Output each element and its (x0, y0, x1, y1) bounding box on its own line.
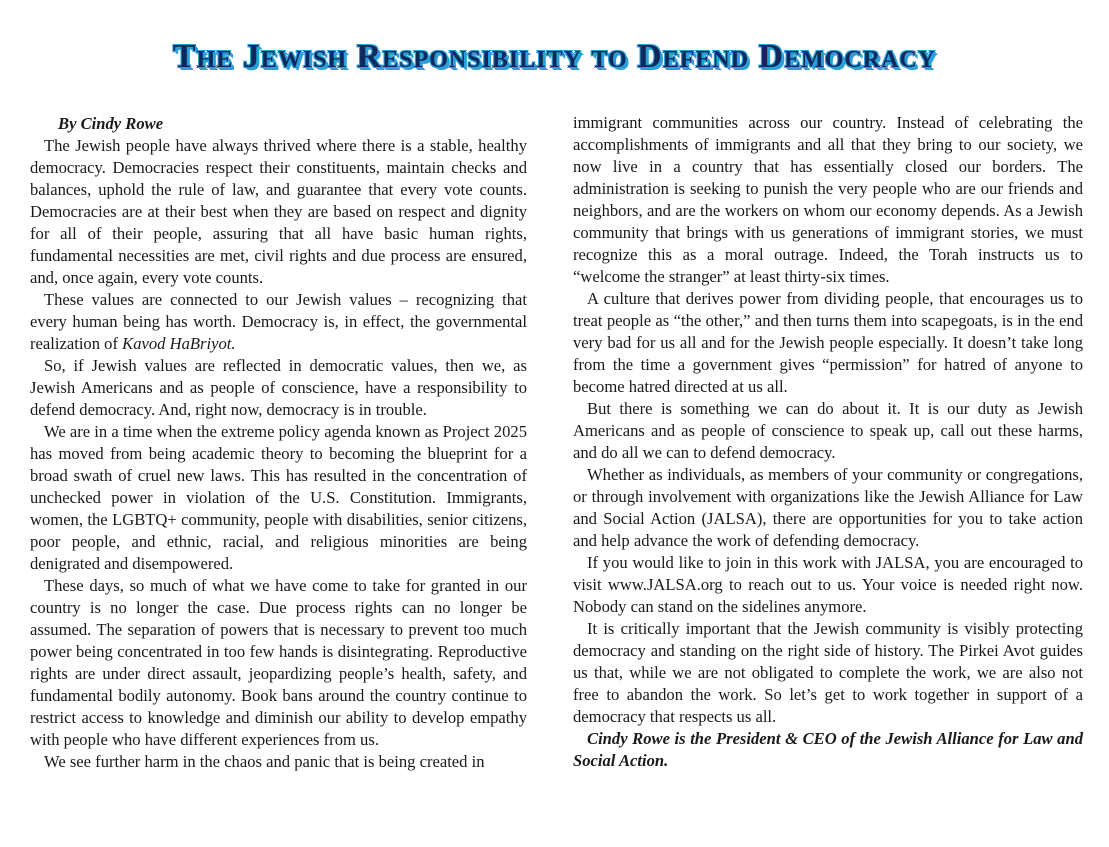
article-paragraph: It is critically important that the Jewish community is visibly protecting democracy and standing on the right side of history. The Pirkei Avot guides us that, while we are not obligated to complete the work, we are also not free to abandon the work. So let’s get to work together in support of a democracy that respects us all. (573, 619, 1083, 726)
article-paragraph: These days, so much of what we have come to take for granted in our country is no longer the case. Due process rights can no longer be assumed. The separation of powers that is necessary to prevent too much power being concentrated in too few hands is disintegrating. Reproductive rights are under direct assault, jeopardizing people’s health, safety, and fundamental bodily autonomy. Book bans around the country continue to restrict access to knowledge and diminish our ability to develop empathy with people who have different experiences from us. (30, 576, 527, 749)
paragraph-text: These values are connected to our Jewish values – recognizing that every human being has worth. Democracy is, in effect, the governmental realization of (30, 290, 527, 353)
article-column-right (573, 112, 1083, 772)
article-title: The Jewish Responsibility to Defend Democracy (172, 38, 937, 75)
article-paragraph: We are in a time when the extreme policy agenda known as Project 2025 has moved from being academic theory to becoming the blueprint for a broad swath of cruel new laws. This has resulted in the concentration of unchecked power in violation of the U.S. Constitution. Immigrants, women, the LGBTQ+ community, people with disabilities, senior citizens, poor people, and ethnic, racial, and religious minorities are being denigrated and disempowered. (30, 422, 527, 573)
article-paragraph: The Jewish people have always thrived where there is a stable, healthy democracy. Democracies respect their constituents, maintain checks and balances, uphold the rule of law, and guarantee that every vote counts. Democracies are at their best when they are based on respect and dignity for all of their people, assuring that all have basic human rights, fundamental necessities are met, civil rights and due process are ensured, and, once again, every vote counts. (30, 136, 527, 287)
kavod-term: Kavod HaBriyot. (122, 334, 236, 353)
article-column-left (30, 113, 527, 773)
article-paragraph: If you would like to join in this work with JALSA, you are encouraged to visit www.JALSA.org to reach out to us. Your voice is needed right now. Nobody can stand on the sidelines anymore. (573, 553, 1083, 616)
article-paragraph (30, 289, 527, 355)
article-byline: By Cindy Rowe (58, 114, 164, 133)
author-bio: Cindy Rowe is the President & CEO of the Jewish Alliance for Law and Social Action. (573, 729, 1083, 770)
article-paragraph: So, if Jewish values are reflected in democratic values, then we, as Jewish Americans and as people of conscience, have a responsibility to defend democracy. And, right now, democracy is in trouble. (30, 356, 527, 419)
article-paragraph: We see further harm in the chaos and panic that is being created in (44, 752, 485, 771)
article-paragraph: immigrant communities across our country. Instead of celebrating the accomplishments of immigrants and all that they bring to our society, we now live in a country that has essentially closed our borders. The administration is seeking to punish the very people who are our friends and neighbors, and are the workers on whom our economy depends. As a Jewish community that brings with us generations of immigrant stories, we must recognize this as a moral outrage. Indeed, the Torah instructs us to “welcome the stranger” at least thirty-six times. (573, 113, 1083, 286)
article-paragraph: But there is something we can do about it. It is our duty as Jewish Americans and as people of conscience to speak up, call out these harms, and do all we can to defend democracy. (573, 399, 1083, 462)
article-paragraph: A culture that derives power from dividing people, that encourages us to treat people as “the other,” and then turns them into scapegoats, is in the end very bad for us all and for the Jewish people especially. It doesn’t take long from the time a government gives “permission” for hatred of anyone to become hatred directed at us all. (573, 289, 1083, 396)
article-paragraph: Whether as individuals, as members of your community or congregations, or through involvement with organizations like the Jewish Alliance for Law and Social Action (JALSA), there are opportunities for you to take action and help advance the work of defending democracy. (573, 465, 1083, 550)
